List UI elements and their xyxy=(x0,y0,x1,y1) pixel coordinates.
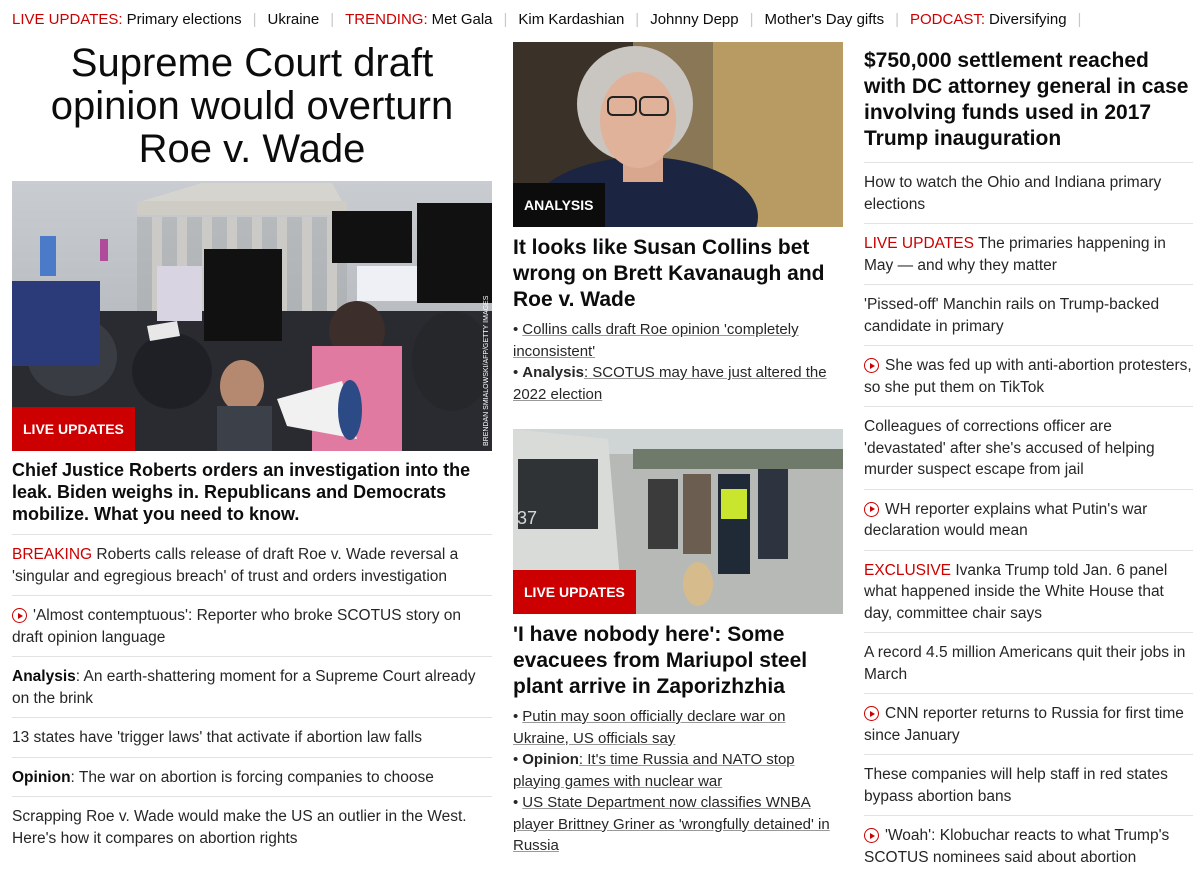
middle-column xyxy=(513,42,843,857)
nav-separator: | xyxy=(503,10,508,28)
list-item-text: 13 states have 'trigger laws' that activate if abortion law falls xyxy=(12,729,422,746)
nav-prefix: PODCAST: xyxy=(910,10,986,28)
list-item[interactable] xyxy=(864,406,1193,489)
list-item[interactable] xyxy=(12,796,492,857)
list-item[interactable] xyxy=(12,534,492,595)
play-icon xyxy=(864,828,879,843)
nav-label: Johnny Depp xyxy=(650,10,739,28)
nav-separator: | xyxy=(330,10,335,28)
nav-prefix: LIVE UPDATES: xyxy=(12,10,123,28)
bullet-text: Collins calls draft Roe opinion 'completely inconsistent' xyxy=(513,321,799,360)
nav-label: Ukraine xyxy=(267,10,320,28)
list-item-text: A record 4.5 million Americans quit their jobs in March xyxy=(864,644,1186,683)
nav-label: Mother's Day gifts xyxy=(764,10,885,28)
list-item-text: These companies will help staff in red states bypass abortion bans xyxy=(864,766,1168,805)
bullet-item[interactable]: • US State Department now classifies WNBA player Brittney Griner as 'wrongfully detained' in Russia xyxy=(513,794,830,854)
list-item[interactable] xyxy=(864,632,1193,693)
list-item-text: Scrapping Roe v. Wade would make the US an outlier in the West. Here's how it compares on abortion rights xyxy=(12,808,467,847)
right-column xyxy=(864,42,1193,876)
bullet-item[interactable]: • Collins calls draft Roe opinion 'completely inconsistent' xyxy=(513,321,799,360)
opinion-label: Opinion xyxy=(522,751,579,768)
analysis-badge: ANALYSIS xyxy=(513,183,605,227)
analysis-label: Analysis xyxy=(12,668,76,685)
list-item[interactable] xyxy=(12,595,492,656)
main-headline[interactable]: Supreme Court draft opinion would overturn Roe v. Wade xyxy=(50,41,454,171)
nav-separator: | xyxy=(749,10,754,28)
collins-bullets xyxy=(513,319,843,405)
bullet-item[interactable]: • Analysis: SCOTUS may have just altered the 2022 election xyxy=(513,364,827,403)
list-item-text: How to watch the Ohio and Indiana primary elections xyxy=(864,174,1162,213)
nav-item-johnny-depp[interactable] xyxy=(650,11,738,28)
bullet-text: : SCOTUS may have just altered the 2022 election xyxy=(513,364,827,403)
play-icon xyxy=(864,706,879,721)
lead-photo[interactable] xyxy=(12,181,492,451)
list-item[interactable] xyxy=(864,693,1193,754)
lead-column xyxy=(12,42,492,857)
list-item-text: : The war on abortion is forcing companies to choose xyxy=(70,768,434,786)
nav-label: Kim Kardashian xyxy=(518,10,625,28)
nav-item-ukraine[interactable] xyxy=(268,11,320,28)
list-item[interactable] xyxy=(864,550,1193,633)
live-updates-badge: LIVE UPDATES xyxy=(12,407,135,451)
list-item-text: She was fed up with anti-abortion protesters, so she put them on TikTok xyxy=(864,357,1192,396)
list-item-text: WH reporter explains what Putin's war declaration would mean xyxy=(864,500,1148,539)
list-item[interactable] xyxy=(12,656,492,717)
list-item[interactable] xyxy=(864,223,1193,284)
play-icon xyxy=(864,358,879,373)
list-item-text: 'Almost contemptuous': Reporter who broke SCOTUS story on draft opinion language xyxy=(12,607,462,646)
trending-bar xyxy=(12,8,1192,30)
nav-item-met-gala[interactable] xyxy=(345,11,492,28)
list-item[interactable] xyxy=(12,757,492,797)
list-item-text: CNN reporter returns to Russia for first time since January xyxy=(864,705,1184,744)
bullet-text: : It's time Russia and NATO stop playing games with nuclear war xyxy=(513,751,795,790)
mariupol-photo[interactable] xyxy=(513,429,843,614)
list-item[interactable] xyxy=(864,162,1193,223)
list-item-text: 'Pissed-off' Manchin rails on Trump-backed candidate in primary xyxy=(864,296,1160,335)
breaking-tag: BREAKING xyxy=(12,546,93,563)
nav-label: Primary elections xyxy=(126,10,242,28)
play-icon xyxy=(864,502,879,517)
lead-story-headline[interactable]: Chief Justice Roberts orders an investigation into the leak. Biden weighs in. Republicans and Democrats mobilize. What you need to know. xyxy=(12,460,471,524)
list-item[interactable] xyxy=(864,284,1193,345)
nav-item-podcast[interactable] xyxy=(910,11,1067,28)
svg-text:37: 37 xyxy=(517,508,538,528)
nav-separator: | xyxy=(635,10,640,28)
nav-separator: | xyxy=(895,10,899,28)
bullet-item[interactable]: • Opinion: It's time Russia and NATO stop playing games with nuclear war xyxy=(513,751,795,790)
list-item[interactable] xyxy=(864,754,1193,815)
list-item-text: The primaries happening in May — and why they matter xyxy=(864,235,1166,274)
mariupol-bullets xyxy=(513,706,843,857)
related-stories-list xyxy=(12,534,492,857)
nav-separator: | xyxy=(1077,10,1082,28)
nav-item-primary-elections[interactable] xyxy=(12,11,242,28)
nav-item-kim-kardashian[interactable] xyxy=(518,11,624,28)
list-item-text: 'Woah': Klobuchar reacts to what Trump's SCOTUS nominees said about abortion xyxy=(864,827,1170,866)
analysis-label: Analysis xyxy=(522,364,584,381)
live-updates-badge: LIVE UPDATES xyxy=(513,570,636,614)
list-item-text: Ivanka Trump told Jan. 6 panel what happened inside the White House that day, committee chair says xyxy=(864,561,1168,622)
nav-label: Diversifying xyxy=(989,10,1067,28)
list-item-text: : An earth-shattering moment for a Supreme Court already on the brink xyxy=(12,668,476,707)
play-icon xyxy=(12,608,27,623)
headline-list xyxy=(864,162,1193,876)
list-item[interactable] xyxy=(864,345,1193,406)
list-item[interactable] xyxy=(864,489,1193,550)
mariupol-headline[interactable]: 'I have nobody here': Some evacuees from Mariupol steel plant arrive in Zaporizhzhia xyxy=(513,623,808,698)
collins-photo[interactable] xyxy=(513,42,843,227)
settlement-headline[interactable]: $750,000 settlement reached with DC attorney general in case involving funds used in 2017 Trump inauguration xyxy=(864,49,1189,150)
list-item[interactable] xyxy=(12,717,492,757)
nav-prefix: TRENDING: xyxy=(345,10,428,28)
exclusive-tag: EXCLUSIVE xyxy=(864,561,952,579)
list-item-text: Colleagues of corrections officer are 'devastated' after she's accused of helping murder suspect escape from jail xyxy=(864,418,1155,478)
nav-label: Met Gala xyxy=(431,10,493,28)
list-item[interactable] xyxy=(864,815,1193,876)
bullet-text: US State Department now classifies WNBA player Brittney Griner as 'wrongfully detained' in Russia xyxy=(513,794,830,854)
bullet-item[interactable]: • Putin may soon officially declare war on Ukraine, US officials say xyxy=(513,708,786,747)
opinion-label: Opinion xyxy=(12,768,71,786)
bullet-text: Putin may soon officially declare war on Ukraine, US officials say xyxy=(513,708,786,747)
nav-item-mothers-day[interactable] xyxy=(765,11,885,28)
collins-headline[interactable]: It looks like Susan Collins bet wrong on Brett Kavanaugh and Roe v. Wade xyxy=(513,236,825,311)
list-item-text: Roberts calls release of draft Roe v. Wade reversal a 'singular and egregious breach' of trust and orders investigation xyxy=(12,546,459,585)
live-updates-tag: LIVE UPDATES xyxy=(864,235,974,252)
photo-credit: BRENDAN SMIALOWSKI/AFP/GETTY IMAGES xyxy=(483,295,490,446)
nav-separator: | xyxy=(252,10,257,28)
